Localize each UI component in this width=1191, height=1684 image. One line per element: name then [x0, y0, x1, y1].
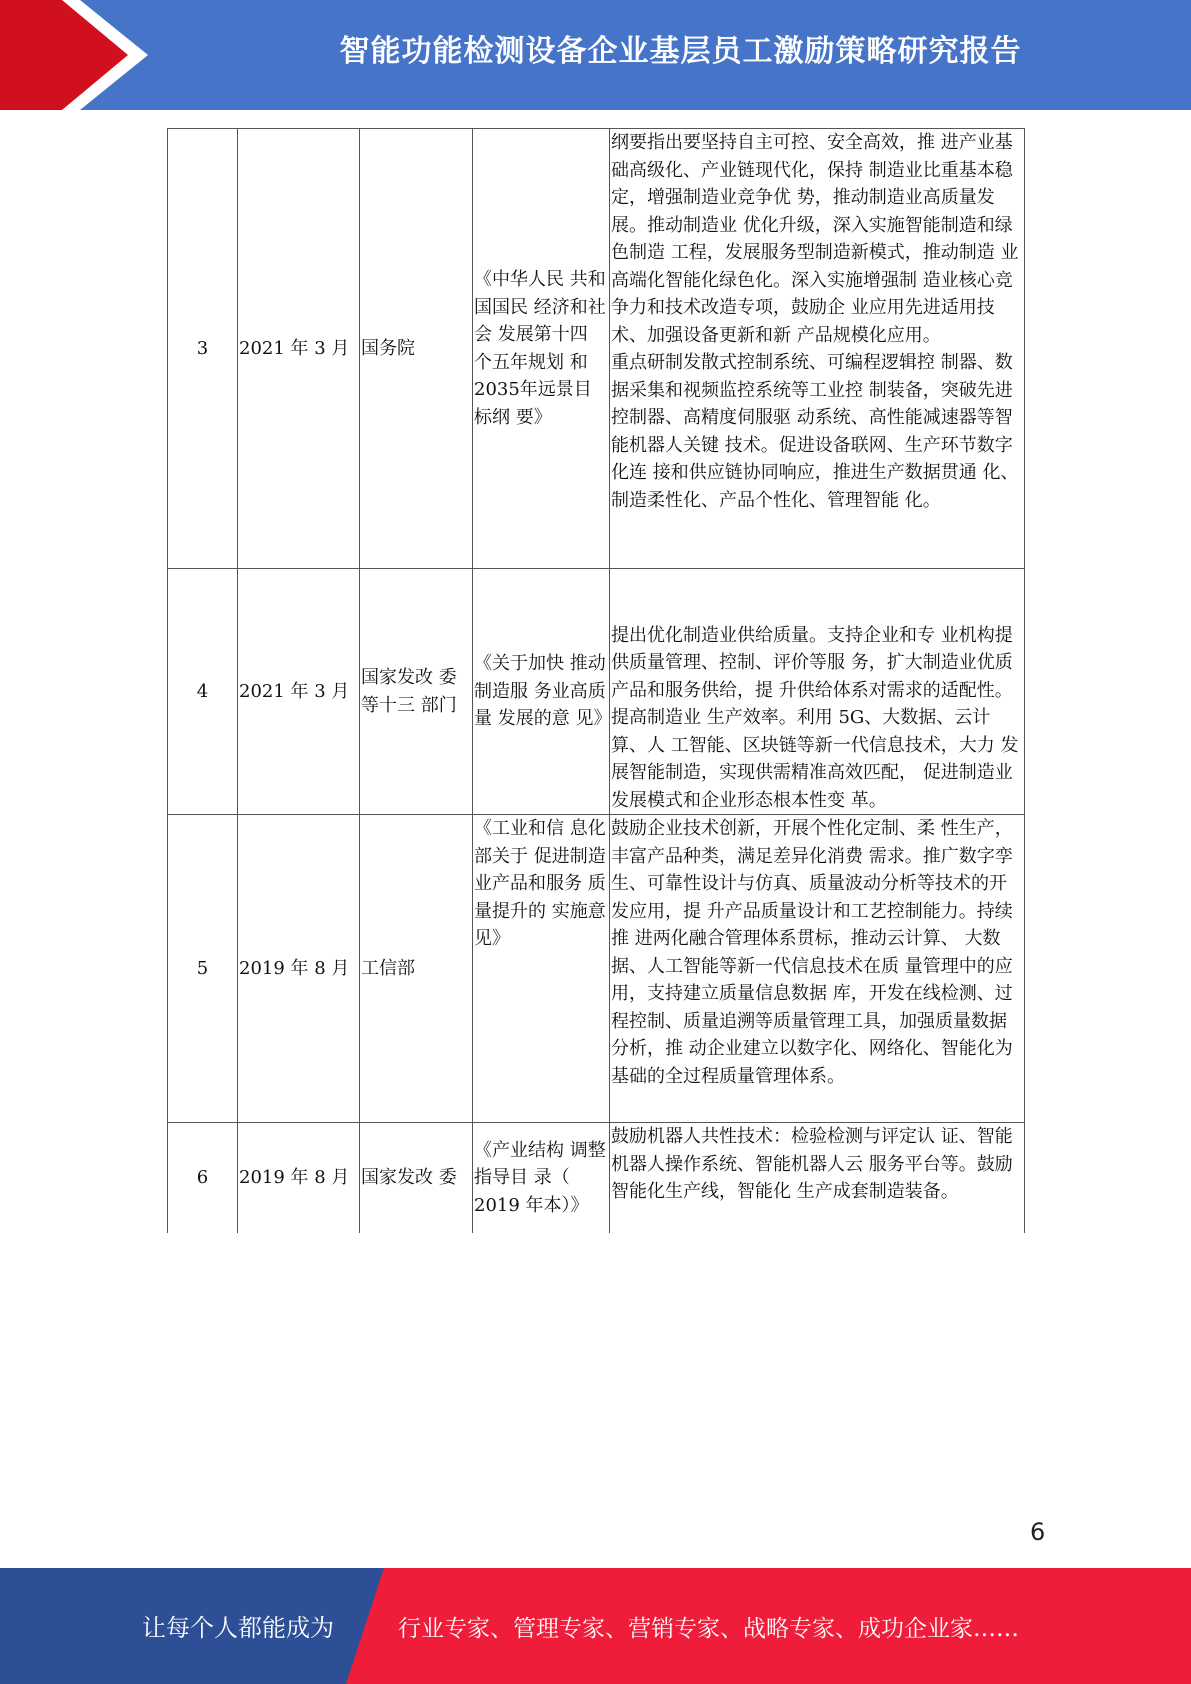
row-department: 工信部: [360, 815, 473, 1123]
policy-table: [167, 128, 1025, 1233]
page-number: 6: [1030, 1518, 1046, 1546]
row-number: 3: [168, 129, 238, 569]
document-title: 智能功能检测设备企业基层员工激励策略研究报告: [339, 34, 1022, 69]
row-department: 国家发改 委等十三 部门: [360, 569, 473, 815]
row-date: 2019 年 8 月: [238, 815, 360, 1123]
row-number: 4: [168, 569, 238, 815]
row-description: [610, 129, 1025, 569]
row-description: [610, 1123, 1025, 1233]
row-department: 国务院: [360, 129, 473, 569]
row-date: 2021 年 3 月: [238, 129, 360, 569]
description-paragraph: 重点研制发散式控制系统、可编程逻辑控 制器、数据采集和视频监控系统等工业控 制装备，突破先进控制器、高精度伺服驱 动系统、高性能减速器等智能机器人关键 技术。促进设备联网、生产环节数字化连 接和供应链协同响应，推进生产数据贯通 化、制造柔性化、产品个性化、管理智能 化。: [611, 352, 1019, 511]
description-paragraph: 纲要指出要坚持自主可控、安全高效，推 进产业基础高级化、产业链现代化，保持 制造业比重基本稳定，增强制造业竞争优 势，推动制造业高质量发展。推动制造业 优化升级，深入实施智能制造和绿色制造 工程，发展服务型制造新模式，推动制造 业高端化智能化绿色化。深入实施增强制 造业核心竞争力和技术改造专项，鼓励企 业应用先进适用技术、加强设备更新和新 产品规模化应用。: [611, 132, 1019, 346]
table-row: [168, 815, 1025, 1123]
page-footer: [0, 1568, 1191, 1684]
table-row: [168, 1123, 1025, 1233]
row-document: 《工业和信 息化部关于 促进制造业产品和服务 质量提升的 实施意见》: [473, 815, 610, 1123]
row-document: 《产业结构 调整指导目 录（ 2019 年本）》: [473, 1123, 610, 1233]
description-paragraph: 鼓励企业技术创新，开展个性化定制、柔 性生产，丰富产品种类，满足差异化消费 需求。推广数字孪生、可靠性设计与仿真、质量波动分析等技术的开发应用，提 升产品质量设计和工艺控制能力。持续推 进两化融合管理体系贯标，推动云计算、 大数据、人工智能等新一代信息技术在质 量管理中的应用，支持建立质量信息数据 库，开发在线检测、过程控制、质量追溯等质量管理工具，加强质量数据分析，推 动企业建立以数字化、网络化、智能化为 基础的全过程质量管理体系。: [611, 818, 1013, 1087]
row-number: 5: [168, 815, 238, 1123]
row-document: 《中华人民 共和国国民 经济和社会 发展第十四 个五年规划 和2035年远景目标纲 要》: [473, 129, 610, 569]
row-document: 《关于加快 推动制造服 务业高质量 发展的意 见》: [473, 569, 610, 815]
row-description: [610, 815, 1025, 1123]
row-number: 6: [168, 1123, 238, 1233]
footer-slogan-left: 让每个人都能成为: [142, 1614, 334, 1642]
table-row: [168, 569, 1025, 815]
table-row: [168, 129, 1025, 569]
page-header: [0, 0, 1191, 110]
description-paragraph: 鼓励机器人共性技术：检验检测与评定认 证、智能机器人操作系统、智能机器人云 服务平台等。鼓励智能化生产线，智能化 生产成套制造装备。: [611, 1126, 1013, 1202]
row-date: 2021 年 3 月: [238, 569, 360, 815]
row-department: 国家发改 委: [360, 1123, 473, 1233]
description-paragraph: 提出优化制造业供给质量。支持企业和专 业机构提供质量管理、控制、评价等服 务，扩大制造业优质产品和服务供给，提 升供给体系对需求的适配性。提高制造业 生产效率。利用 5G、大数据、云计算、人 工智能、区块链等新一代信息技术，大力 发展智能制造，实现供需精准高效匹配， 促进制造业发展模式和企业形态根本性变 革。: [611, 624, 1019, 811]
row-date: 2019 年 8 月: [238, 1123, 360, 1233]
footer-slogan-right: 行业专家、管理专家、营销专家、战略专家、成功企业家……: [398, 1616, 1019, 1642]
row-description: [610, 569, 1025, 815]
